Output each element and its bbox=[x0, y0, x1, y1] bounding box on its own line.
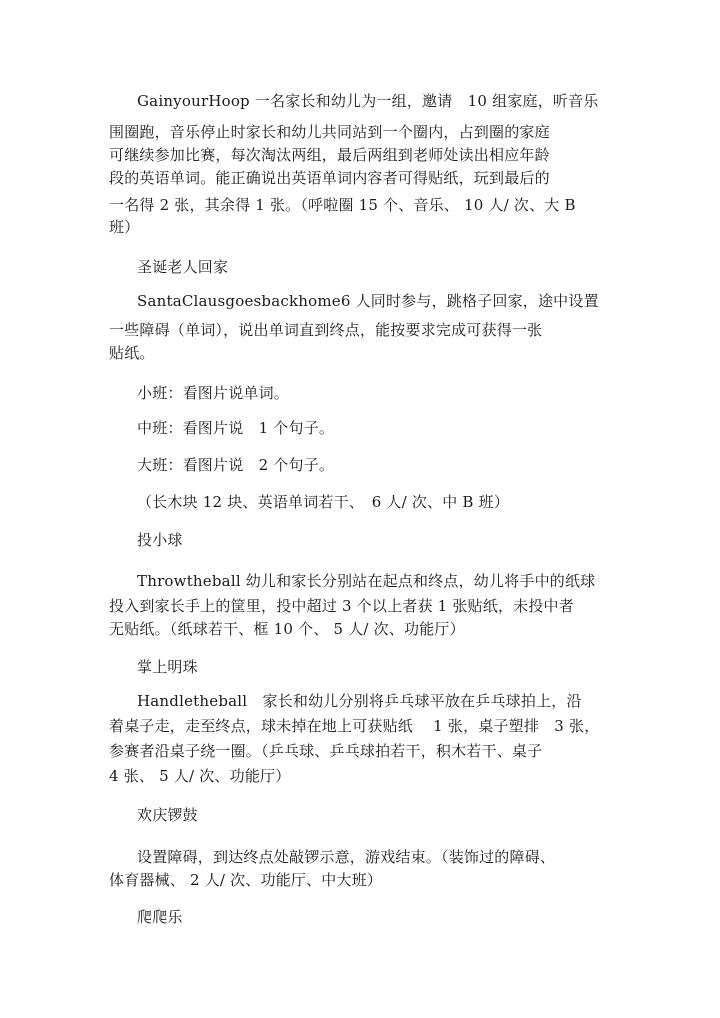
paragraph-line: 体育器械、 2 人/ 次、功能厅、中大班） bbox=[109, 871, 383, 889]
paragraph-line: 贴纸。 bbox=[109, 344, 155, 362]
section-heading: 爬爬乐 bbox=[137, 908, 183, 926]
paragraph-line: 可继续参加比赛，每次淘汰两组，最后两组到老师处读出相应年龄 bbox=[109, 146, 550, 164]
level-line-middle: 中班：看图片说 1 个句子。 bbox=[137, 419, 335, 437]
paragraph-line: 无贴纸。（纸球若干、框 10 个、 5 人/ 次、功能厅） bbox=[109, 620, 465, 638]
level-line-small: 小班：看图片说单词。 bbox=[137, 384, 290, 402]
section-heading: 投小球 bbox=[137, 531, 183, 549]
paragraph-line: 设置障碍，到达终点处敲锣示意，游戏结束。（装饰过的障碍、 bbox=[137, 848, 556, 866]
level-line-big: 大班：看图片说 2 个句子。 bbox=[137, 456, 335, 474]
paragraph-line: 参赛者沿桌子绕一圈。（乒乓球、乒乓球拍若干，积木若干、桌子 bbox=[109, 742, 543, 760]
paragraph-line: Handletheball 家长和幼儿分别将乒乓球平放在乒乓球拍上，沿 bbox=[137, 692, 582, 710]
paragraph-line: 4 张、 5 人/ 次、功能厅） bbox=[109, 767, 291, 785]
paragraph-line: 班） bbox=[109, 218, 140, 236]
section-heading: 欢庆锣鼓 bbox=[137, 806, 198, 824]
paragraph-line: 投入到家长手上的筐里，投中超过 3 个以上者获 1 张贴纸，未投中者 bbox=[109, 597, 574, 615]
paragraph-line: SantaClausgoesbackhome6 人同时参与，跳格子回家，途中设置 bbox=[137, 292, 599, 310]
materials-line: （长木块 12 块、英语单词若干、 6 人/ 次、中 B 班） bbox=[137, 493, 510, 511]
section-heading: 圣诞老人回家 bbox=[137, 258, 229, 276]
section-heading: 掌上明珠 bbox=[137, 658, 198, 676]
paragraph-line: Throwtheball 幼儿和家长分别站在起点和终点，幼儿将手中的纸球 bbox=[137, 572, 596, 590]
paragraph-line: 一名得 2 张，其余得 1 张。（呼啦圈 15 个、音乐、 10 人/ 次、大 B bbox=[109, 196, 576, 214]
paragraph-line: 一些障碍（单词），说出单词直到终点，能按要求完成可获得一张 bbox=[109, 321, 543, 339]
paragraph-line: 着桌子走，走至终点，球未掉在地上可获贴纸 1 张，桌子塑排 3 张， bbox=[109, 717, 600, 735]
paragraph-line: 段的英语单词。能正确说出英语单词内容者可得贴纸，玩到最后的 bbox=[109, 169, 550, 187]
paragraph-line: 围圈跑，音乐停止时家长和幼儿共同站到一个圈内，占到圈的家庭 bbox=[109, 123, 550, 141]
paragraph-line: GainyourHoop 一名家长和幼儿为一组，邀请 10 组家庭，听音乐 bbox=[137, 92, 599, 110]
